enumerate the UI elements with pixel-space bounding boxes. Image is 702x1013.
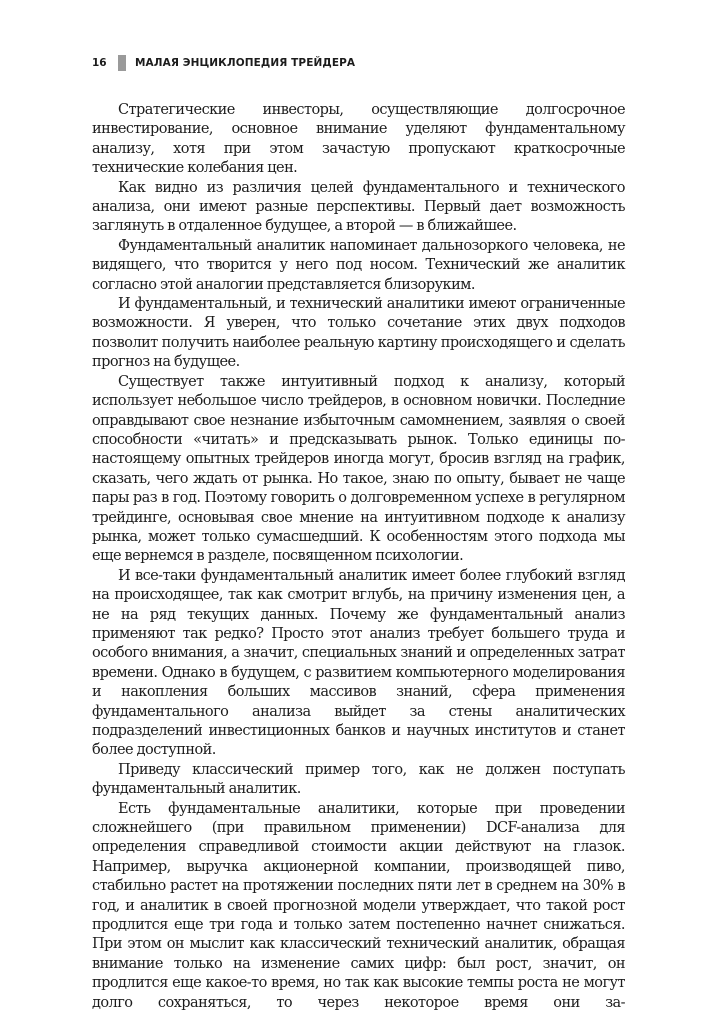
paragraph: Как видно из различия целей фундаментального и технического анализа, они имеют разные перспективы. Первый дает возможность заглянуть в отдаленное будущее, а второй — в ближайшее. [92,179,625,235]
paragraph: Стратегические инвесторы, осуществляющие долгосрочное инвестирование, основное внимание уделяют фундаментальному анализу, хотя при этом зачастую пропускают краткосрочные технические колебания цен. [92,102,625,177]
paragraph: Фундаментальный аналитик напоминает дальнозоркого человека, не видящего, что творится у него под носом. Технический же аналитик согласно этой аналогии представляется близоруким. [92,237,625,293]
paragraph: Существует также интуитивный подход к анализу, который использует небольшое число трейдеров, в основном новички. Последние оправдывают свое незнание избыточным самомнением, заявляя о своей способности «читать» и предсказывать рынок. Только единицы по-настоящему опытных трейдеров иногда могут, бросив взгляд на график, сказать, чего ждать от рынка. Но такое, знаю по опыту, бывает не чаще пары раз в год. Поэтому говорить о долговременном успехе в регулярном трейдинге, основывая свое мнение на интуитивном подходе к анализу рынка, может только сумасшедший. К особенностям этого подхода мы еще вернемся в разделе, посвященном психологии. [92,373,625,565]
paragraph: И фундаментальный, и технический аналитики имеют ограниченные возможности. Я уверен, что только сочетание этих двух подходов позволит получить наиболее реальную картину происходящего и сделать прогноз на будущее. [92,296,625,371]
header-bar-decoration [118,55,126,71]
page-number: 16 [92,57,107,69]
running-header [92,55,355,71]
paragraph: Приведу классический пример того, как не должен поступать фундаментальный аналитик. [92,761,625,798]
running-title: МАЛАЯ ЭНЦИКЛОПЕДИЯ ТРЕЙДЕРА [135,57,356,69]
paragraph: И все-таки фундаментальный аналитик имеет более глубокий взгляд на происходящее, так как смотрит вглубь, на причину изменения цен, а не на ряд текущих данных. Почему же фундаментальный анализ применяют так редко? Просто этот анализ требует большего труда и особого внимания, а значит, специальных знаний и определенных затрат времени. Однако в будущем, с развитием компьютерного моделирования и накопления больших массивов знаний, сфера применения фундаментального анализа выйдет за стены аналитических подразделений инвестиционных банков и научных институтов и станет более доступной. [92,567,625,759]
paragraph: Есть фундаментальные аналитики, которые при проведении сложнейшего (при правильном применении) DCF-анализа для определения справедливой стоимости акции действуют на глазок. Например, выручка акционерной компании, производящей пиво, стабильно растет на протяжении последних пяти лет в среднем на 30% в год, и аналитик в своей прогнозной модели утверждает, что такой рост продлится еще три года и только затем постепенно начнет снижаться. При этом он мыслит как классический технический аналитик, обращая внимание только на изменение самих цифр: был рост, значит, он продлится еще какое-то время, но так как высокие темпы роста не могут долго сохраняться, то через некоторое время они за- [92,800,625,1011]
body-text [92,101,625,1013]
